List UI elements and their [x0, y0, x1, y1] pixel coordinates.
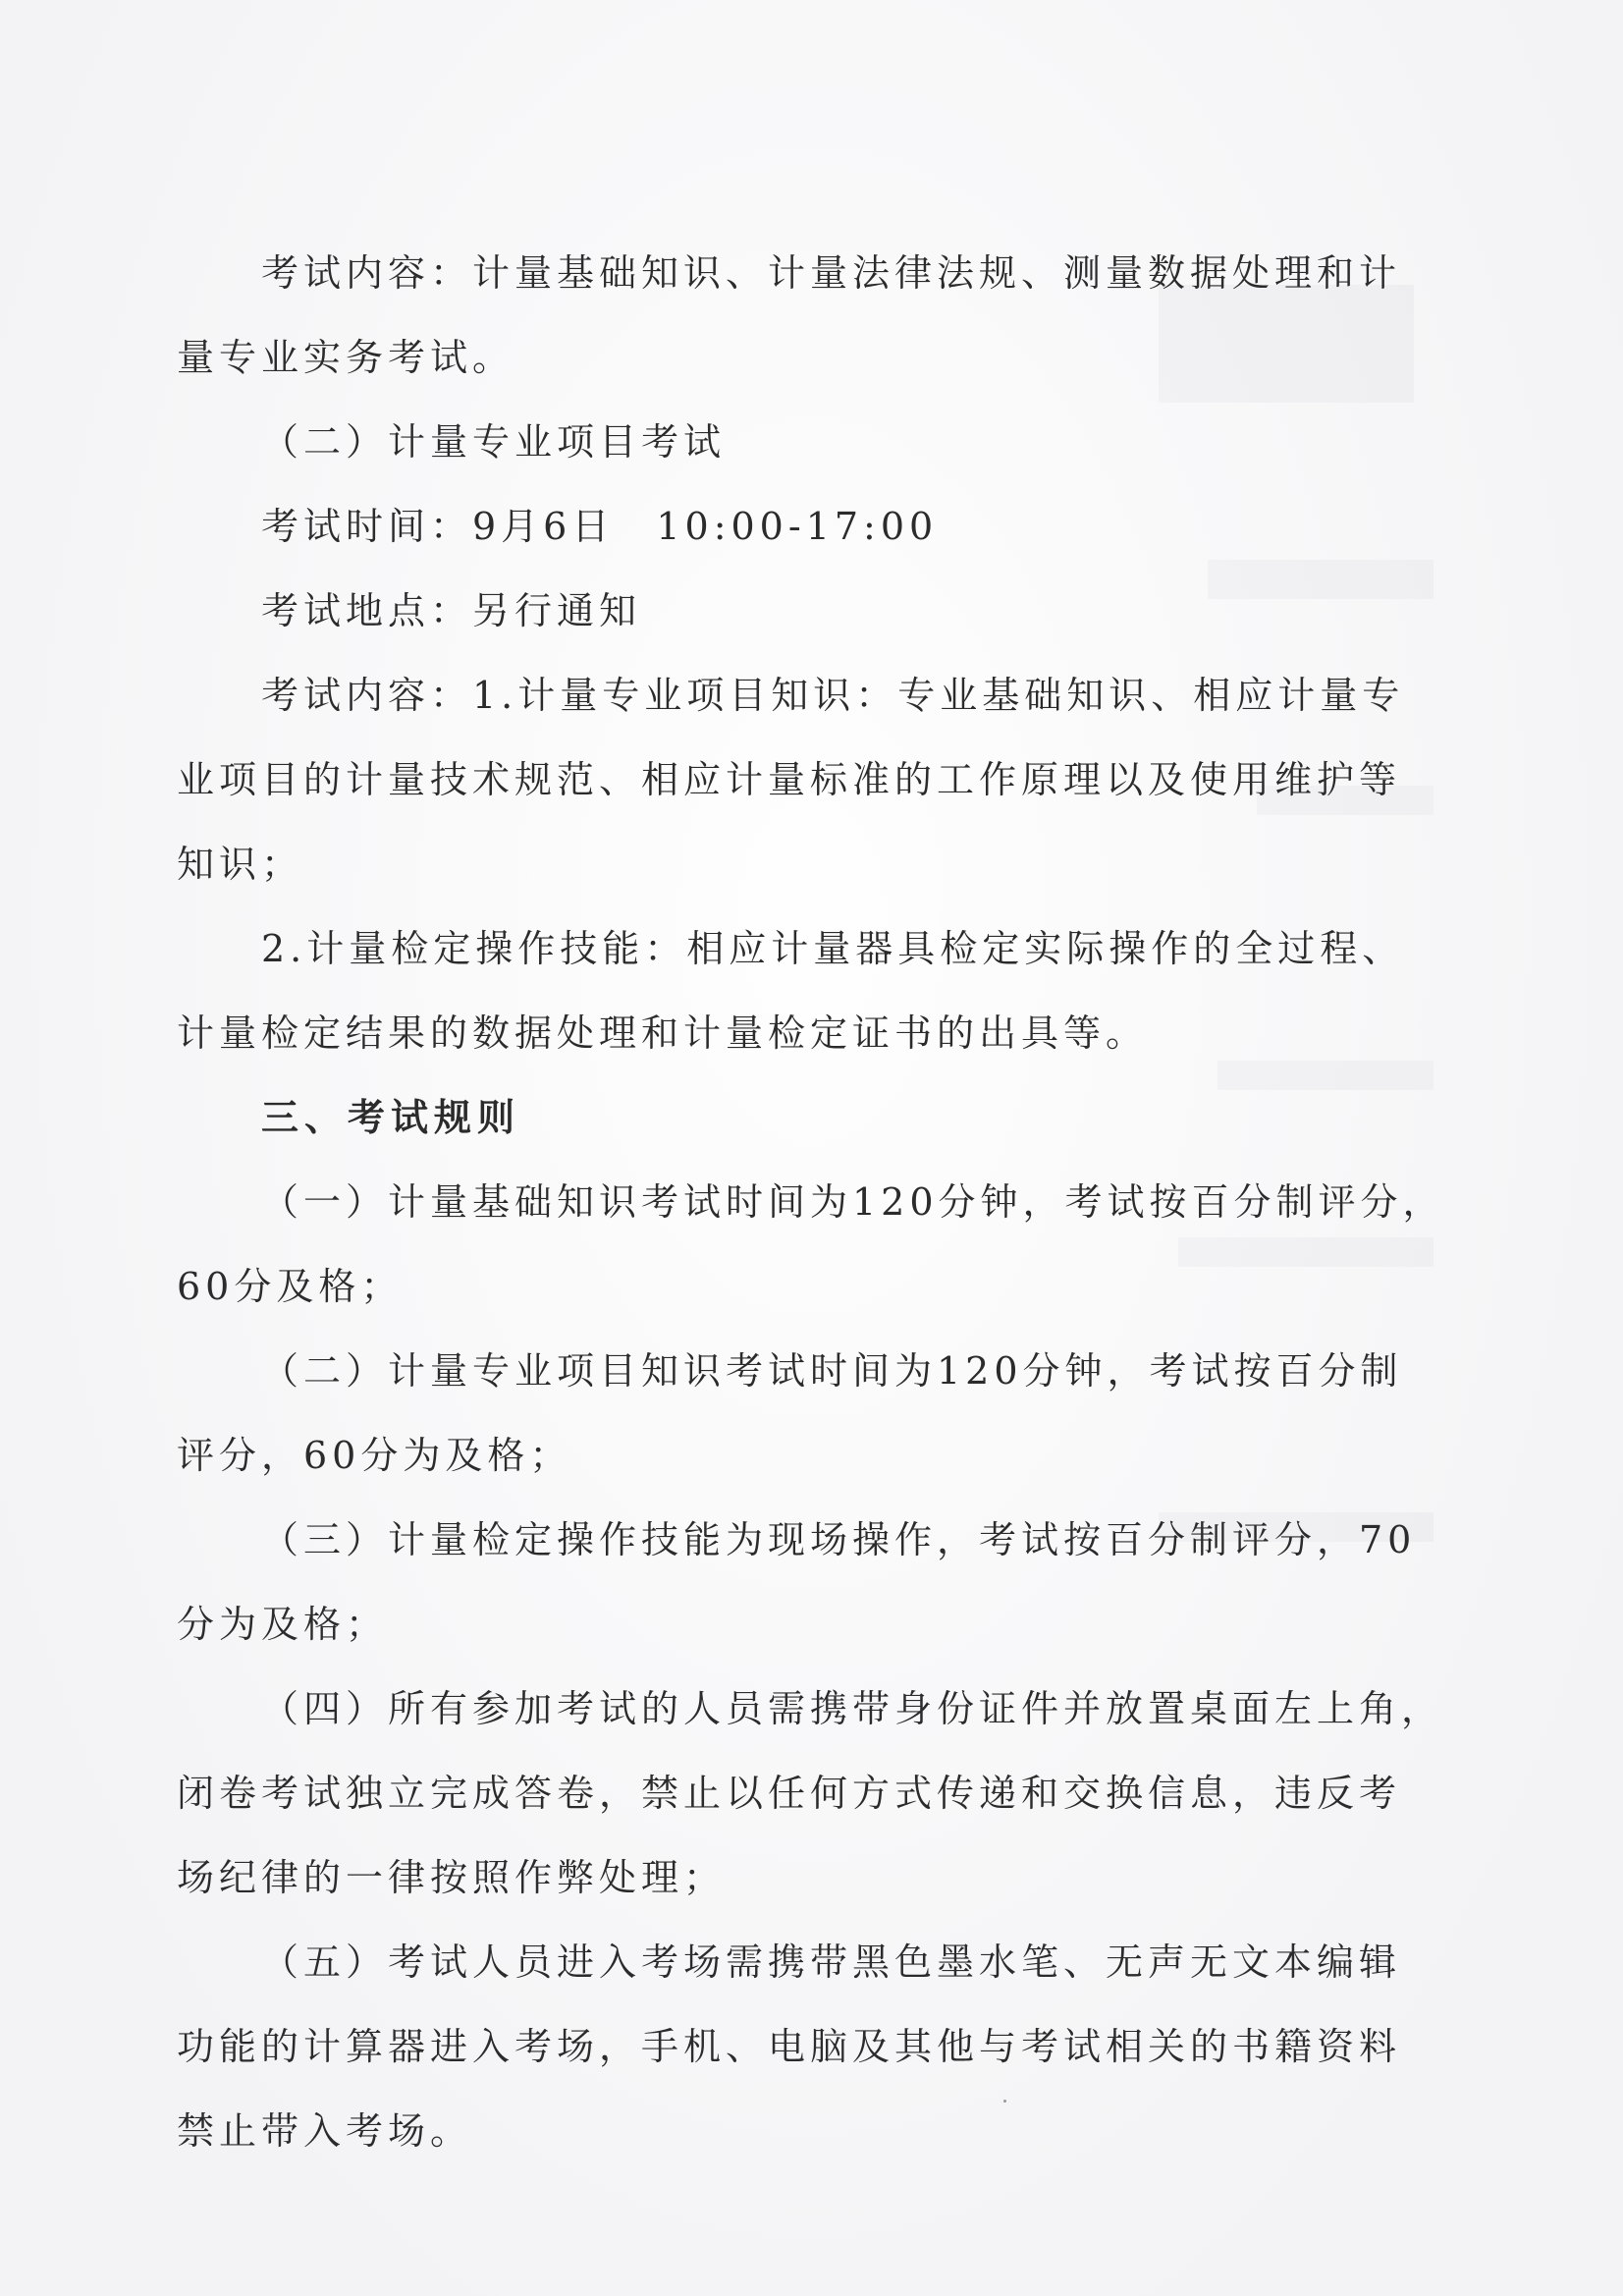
- exam-location-line: 考试地点：另行通知: [261, 589, 642, 632]
- rule-item: 闭卷考试独立完成答卷，禁止以任何方式传递和交换信息，违反考: [177, 1772, 1402, 1815]
- rule-item: 功能的计算器进入考场，手机、电脑及其他与考试相关的书籍资料: [177, 2025, 1402, 2068]
- rule-item: （五）考试人员进入考场需携带黑色墨水笔、无声无文本编辑: [261, 1941, 1402, 1984]
- rule-item: 禁止带入考场。: [177, 2109, 473, 2153]
- paragraph-line: 知识；: [177, 843, 304, 886]
- rule-item: 分为及格；: [177, 1603, 389, 1646]
- rule-item: 评分，60分为及格；: [177, 1434, 572, 1477]
- exam-time-line: 考试时间：9月6日 10:00-17:00: [261, 505, 939, 548]
- rule-item: （三）计量检定操作技能为现场操作，考试按百分制评分，70: [261, 1518, 1417, 1561]
- rule-item: 60分及格；: [177, 1265, 404, 1308]
- rule-item: （四）所有参加考试的人员需携带身份证件并放置桌面左上角，: [261, 1687, 1444, 1730]
- rule-item: 场纪律的一律按照作弊处理；: [177, 1856, 727, 1899]
- paragraph-line: 量专业实务考试。: [177, 336, 515, 379]
- section-heading: 三、考试规则: [261, 1096, 521, 1139]
- document-body: [177, 231, 1445, 2173]
- paragraph-line: 计量检定结果的数据处理和计量检定证书的出具等。: [177, 1011, 1149, 1055]
- rule-item: （二）计量专业项目知识考试时间为120分钟，考试按百分制: [261, 1349, 1403, 1393]
- rule-item: （一）计量基础知识考试时间为120分钟，考试按百分制评分，: [261, 1180, 1445, 1224]
- section-subtitle: （二）计量专业项目考试: [261, 420, 727, 464]
- paragraph-line: 业项目的计量技术规范、相应计量标准的工作原理以及使用维护等: [177, 758, 1402, 801]
- paragraph-line: 考试内容：计量基础知识、计量法律法规、测量数据处理和计: [261, 251, 1402, 295]
- paragraph-line: 2.计量检定操作技能：相应计量器具检定实际操作的全过程、: [261, 927, 1405, 970]
- paragraph-line: 考试内容：1.计量专业项目知识：专业基础知识、相应计量专: [261, 674, 1405, 717]
